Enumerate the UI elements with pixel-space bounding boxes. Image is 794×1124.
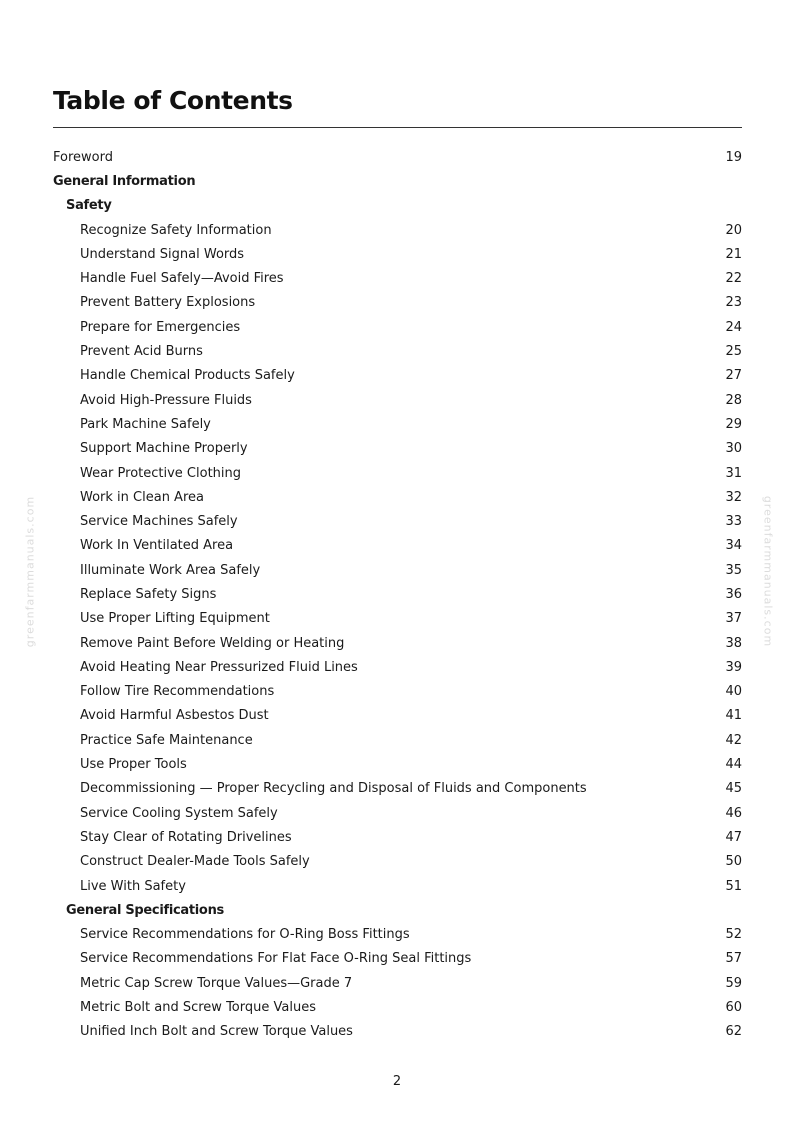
toc-entry-label: Metric Cap Screw Torque Values—Grade 7 [80,975,353,991]
toc-entry-page: 24 [725,319,742,335]
toc-entry-page: 31 [725,465,742,481]
table-of-contents [53,145,742,1044]
toc-entry-page: 59 [725,975,742,991]
page-number: 2 [392,1074,402,1089]
toc-entry[interactable] [53,315,742,339]
toc-entry-label: Unified Inch Bolt and Screw Torque Values [80,1024,353,1040]
toc-entry-label: Use Proper Tools [80,757,187,773]
toc-entry-label: Illuminate Work Area Safely [80,562,261,578]
toc-entry[interactable] [53,218,742,242]
toc-entry-label: Work In Ventilated Area [80,538,234,554]
toc-entry-label: Live With Safety [80,878,186,894]
toc-entry[interactable] [53,388,742,412]
toc-entry-label: Recognize Safety Information [80,222,272,238]
toc-entry-page: 47 [725,829,742,845]
toc-entry-page: 52 [725,927,742,943]
toc-entry-label: Use Proper Lifting Equipment [80,611,270,627]
toc-entry[interactable] [53,145,742,169]
toc-entry-label: General Information [53,173,196,189]
toc-entry-label: Avoid High-Pressure Fluids [80,392,252,408]
toc-entry-page: 38 [725,635,742,651]
toc-entry-label: Service Machines Safely [80,514,238,530]
toc-entry[interactable] [53,801,742,825]
toc-entry-page: 21 [725,246,742,262]
toc-entry[interactable] [53,607,742,631]
toc-entry[interactable] [53,242,742,266]
toc-entry[interactable] [53,291,742,315]
toc-entry[interactable] [53,777,742,801]
toc-entry-label: Remove Paint Before Welding or Heating [80,635,345,651]
toc-entry-page: 27 [725,368,742,384]
title-divider [53,127,742,128]
toc-entry-page: 41 [725,708,742,724]
toc-entry[interactable] [53,825,742,849]
toc-entry-label: Prevent Acid Burns [80,344,203,360]
toc-entry-page: 45 [725,781,742,797]
toc-entry[interactable] [53,461,742,485]
toc-entry-label: Service Recommendations for O-Ring Boss Fittings [80,927,410,943]
toc-entry-label: Handle Chemical Products Safely [80,368,295,384]
toc-entry[interactable] [53,728,742,752]
toc-entry-label: Replace Safety Signs [80,586,217,602]
toc-entry-label: Prevent Battery Explosions [80,295,256,311]
toc-entry-label: Handle Fuel Safely—Avoid Fires [80,271,284,287]
toc-entry-page: 50 [725,854,742,870]
watermark-right: greenfarmmanuals.com [761,495,775,648]
toc-entry-page: 40 [725,684,742,700]
toc-entry-label: Support Machine Properly [80,441,248,457]
toc-section-header [53,194,742,218]
toc-entry[interactable] [53,850,742,874]
toc-entry-label: Construct Dealer-Made Tools Safely [80,854,310,870]
toc-entry-label: Work in Clean Area [80,489,204,505]
toc-entry-label: Practice Safe Maintenance [80,732,253,748]
toc-entry-label: Understand Signal Words [80,246,245,262]
toc-entry-page: 34 [725,538,742,554]
toc-entry[interactable] [53,874,742,898]
toc-entry-page: 32 [725,489,742,505]
toc-entry-label: Safety [66,198,112,214]
toc-entry[interactable] [53,995,742,1019]
toc-entry-label: Stay Clear of Rotating Drivelines [80,829,292,845]
toc-entry-label: Foreword [53,149,113,165]
toc-entry-page: 30 [725,441,742,457]
toc-entry-label: Decommissioning — Proper Recycling and Disposal of Fluids and Components [80,781,587,797]
toc-entry-label: Prepare for Emergencies [80,319,241,335]
toc-entry[interactable] [53,704,742,728]
toc-entry-label: Service Recommendations For Flat Face O-Ring Seal Fittings [80,951,472,967]
page-title: Table of Contents [53,86,293,115]
toc-entry-label: Park Machine Safely [80,416,211,432]
toc-entry[interactable] [53,680,742,704]
toc-entry-page: 39 [725,659,742,675]
toc-entry[interactable] [53,923,742,947]
toc-entry-page: 25 [725,344,742,360]
toc-entry-page: 19 [725,149,742,165]
watermark-left: greenfarmmanuals.com [23,495,37,648]
toc-entry-page: 62 [725,1024,742,1040]
toc-entry[interactable] [53,655,742,679]
toc-entry[interactable] [53,971,742,995]
toc-entry-page: 42 [725,732,742,748]
toc-entry-label: Avoid Harmful Asbestos Dust [80,708,269,724]
toc-entry-page: 46 [725,805,742,821]
toc-entry-page: 35 [725,562,742,578]
toc-entry[interactable] [53,437,742,461]
toc-entry[interactable] [53,412,742,436]
toc-entry[interactable] [53,947,742,971]
toc-entry[interactable] [53,364,742,388]
toc-entry[interactable] [53,752,742,776]
toc-entry[interactable] [53,534,742,558]
toc-entry-label: Avoid Heating Near Pressurized Fluid Lines [80,659,358,675]
toc-entry-page: 51 [725,878,742,894]
toc-entry-page: 57 [725,951,742,967]
toc-entry-page: 22 [725,271,742,287]
toc-entry[interactable] [53,582,742,606]
toc-entry-page: 20 [725,222,742,238]
toc-entry-page: 36 [725,586,742,602]
toc-entry-label: Wear Protective Clothing [80,465,242,481]
toc-entry-page: 60 [725,1000,742,1016]
toc-entry[interactable] [53,558,742,582]
toc-entry-page: 44 [725,757,742,773]
toc-entry[interactable] [53,631,742,655]
toc-entry-page: 23 [725,295,742,311]
toc-entry-page: 33 [725,514,742,530]
toc-section-header [53,169,742,193]
toc-entry-label: General Specifications [66,902,224,918]
toc-entry[interactable] [53,266,742,290]
toc-entry-page: 28 [725,392,742,408]
toc-entry-page: 29 [725,416,742,432]
toc-entry-label: Service Cooling System Safely [80,805,278,821]
toc-entry[interactable] [53,1020,742,1044]
toc-entry[interactable] [53,339,742,363]
toc-entry[interactable] [53,509,742,533]
toc-entry-label: Follow Tire Recommendations [80,684,275,700]
toc-entry-page: 37 [725,611,742,627]
toc-section-header [53,898,742,922]
toc-entry-label: Metric Bolt and Screw Torque Values [80,1000,316,1016]
toc-entry[interactable] [53,485,742,509]
